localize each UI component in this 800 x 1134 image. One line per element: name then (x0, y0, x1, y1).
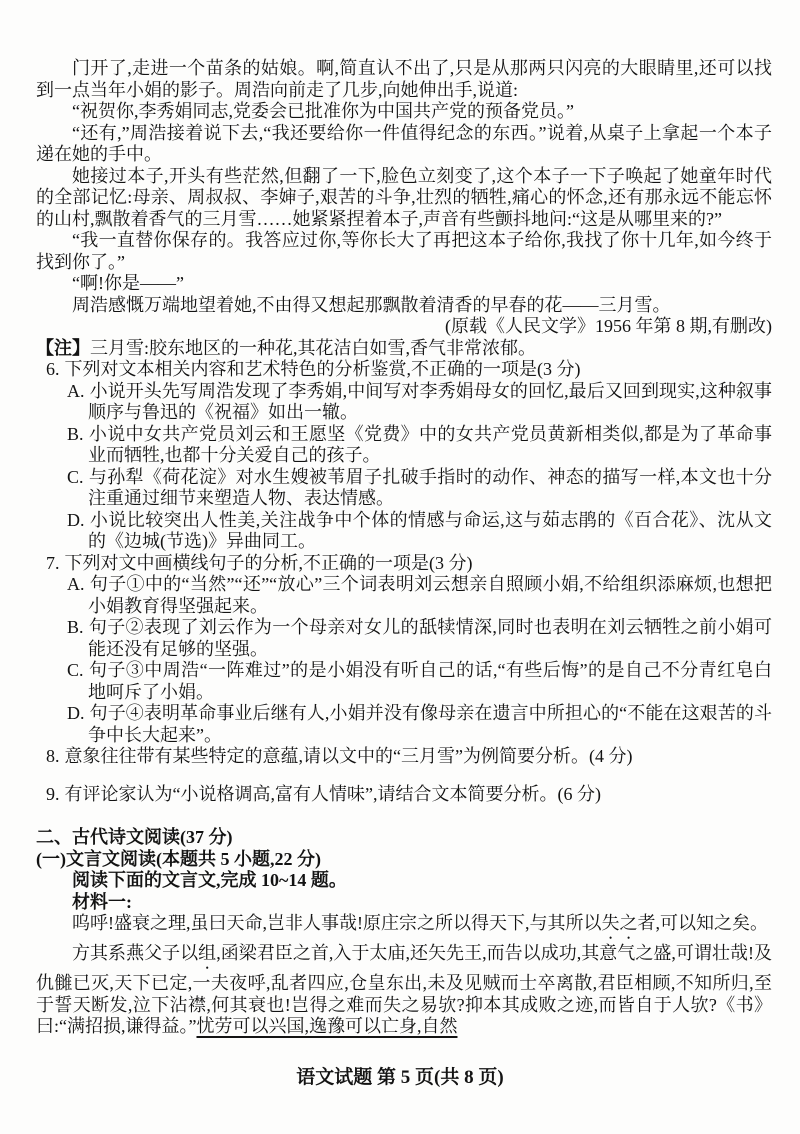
passage-paragraph: 门开了,走进一个苗条的姑娘。啊,简直认不出了,只是从那两只闪亮的大眼睛里,还可以找到一点当年小娟的影子。周浩向前走了几步,向她伸出手,说道: (36, 58, 772, 100)
option-label: B. (67, 617, 84, 637)
question-7-option-a (36, 574, 772, 617)
option-text: 句子②表现了刘云作为一个母亲对女儿的舐犊情深,同时也表明在刘云牺牲之前小娟可能还没有足够的坚强。 (88, 617, 772, 659)
passage-paragraph: “还有,”周浩接着说下去,“我还要给你一件值得纪念的东西。”说着,从桌子上拿起一个本子递在她的手中。 (36, 122, 772, 164)
page-footer: 语文试题 第 5 页(共 8 页) (296, 1066, 504, 1088)
reading-instruction: 阅读下面的文言文,完成 10~14 题。 (72, 870, 347, 890)
question-7-option-d (36, 703, 772, 746)
option-text: 小说中女共产党员刘云和王愿坚《党费》中的女共产党员黄新相类似,都是为了革命事业而牺牲,也都十分关爱自己的孩子。 (88, 423, 772, 465)
question-number: 9. (46, 783, 60, 804)
question-stem-text: 有评论家认为“小说格调高,富有人情味”,请结合文本简要分析。(6 分) (64, 783, 601, 804)
passage-paragraph: “我一直替你保存的。我答应过你,等你长大了再把这本子给你,我找了你十几年,如今终于找到你了。” (36, 230, 772, 272)
option-label: A. (67, 380, 85, 401)
question-6-option-d (36, 510, 772, 553)
classical-p2-text-mid: ,函梁君臣之首,入于太庙,还矢先王,而告以成功,其意气之盛,可谓壮哉!及仇雠已灭,天下已定,一夫夜呼,乱者四应,仓皇东出,未及见贼而士卒离散,君臣相顾,不知所归,至于誓天断发,泣下沾襟,何其衰也!岂得之难而失之易欤?抑本其成败之迹,而皆自于人欤?《书》曰:“满招损,谦得益。” (36, 943, 773, 1036)
option-text: 与孙犁《荷花淀》对水生嫂被苇眉子扎破手指时的动作、神态的描写一样,本文也十分注重通过细节来塑造人物、表达情感。 (88, 466, 772, 508)
passage-paragraph: “啊!你是——” (72, 273, 184, 293)
question-number: 7. (46, 552, 60, 573)
option-text: 小说开头先写周浩发现了李秀娟,中间写对李秀娟母女的回忆,最后又回到现实,这种叙事顺序与鲁迅的《祝福》如出一辙。 (88, 380, 772, 422)
question-7-stem (36, 553, 772, 575)
passage-source: (原载《人民文学》1956 年第 8 期,有删改) (445, 316, 772, 336)
passage-paragraph: “祝贺你,李秀娟同志,党委会已批准你为中国共产党的预备党员。” (72, 101, 574, 121)
option-label: D. (67, 703, 85, 723)
question-8-stem (36, 746, 772, 768)
classical-p2-text: 方其系燕父子以 (72, 943, 199, 963)
material-label: 材料一: (72, 891, 132, 912)
option-label: D. (67, 509, 85, 530)
question-6 (36, 359, 772, 553)
note-text: 三月雪:胶东地区的一种花,其花洁白如雪,香气非常浓郁。 (90, 337, 536, 358)
passage-paragraph: 周浩感慨万端地望着她,不由得又想起那飘散着清香的早春的花——三月雪。 (72, 294, 671, 315)
option-label: C. (67, 660, 84, 680)
question-9-stem (36, 784, 772, 806)
question-stem-text: 意象往往带有某些特定的意蕴,请以文中的“三月雪”为例简要分析。(4 分) (64, 746, 633, 766)
page-content (0, 58, 800, 1038)
question-stem-text: 下列对文中画横线句子的分析,不正确的一项是(3 分) (64, 552, 473, 573)
classical-paragraph-1 (36, 913, 772, 943)
classical-reading-section (36, 827, 772, 1038)
option-label: A. (67, 574, 85, 594)
section-heading: 二、古代诗文阅读(37 分) (36, 827, 233, 847)
question-6-option-c (36, 467, 772, 510)
question-number: 6. (46, 359, 60, 379)
classical-p1-text: 呜呼!盛衰之理,虽曰天命,岂非人事哉!原庄宗之所以得天下,与其所以 (72, 913, 602, 933)
option-text: 小说比较突出人性美,关注战争中个体的情感与命运,这与茹志鹃的《百合花》、沈从文的《边城(节选)》异曲同工。 (88, 509, 772, 551)
question-7 (36, 553, 772, 747)
question-number: 8. (46, 746, 60, 766)
question-6-option-a (36, 381, 772, 424)
question-6-option-b (36, 424, 772, 467)
question-7-option-b (36, 617, 772, 660)
classical-p1-text-end: 者,可以知之矣。 (637, 913, 768, 933)
passage-paragraph: 她接过本子,开头有些茫然,但翻了一下,脸色立刻变了,这个本子一下子唤起了她童年时代的全部记忆:母亲、周叔叔、李婶子,艰苦的斗争,壮烈的牺牲,痛心的怀念,还有那永远不能忘怀的山村,飘散着香气的三月雪……她紧紧捏着本子,声音有些颤抖地问:“这是从哪里来的?” (36, 165, 772, 229)
subsection-heading: (一)文言文阅读(本题共 5 小题,22 分) (36, 848, 321, 869)
classical-paragraph-2 (36, 943, 772, 1038)
classical-p2-dotted-text: 组 (198, 943, 217, 963)
passage-note (36, 338, 772, 360)
option-text: 句子③中周浩“一阵难过”的是小娟没有听自己的话,“有些后悔”的是自己不分青红皂白地呵斥了小娟。 (88, 660, 772, 702)
option-label: B. (67, 423, 84, 444)
note-label: 【注】 (36, 337, 90, 358)
reading-passage (36, 58, 772, 338)
question-stem-text: 下列对文本相关内容和艺术特色的分析鉴赏,不正确的一项是(3 分) (64, 359, 581, 379)
question-6-stem (36, 359, 772, 381)
option-label: C. (67, 466, 84, 487)
option-text: 句子④表明革命事业后继有人,小娟并没有像母亲在遗言中所担心的“不能在这艰苦的斗争中长大起来”。 (88, 703, 772, 745)
option-text: 句子①中的“当然”“还”“放心”三个词表明刘云想亲自照顾小娟,不给组织添麻烦,也想把小娟教育得坚强起来。 (88, 574, 772, 616)
classical-p2-underlined-text: 忧劳可以兴国,逸豫可以亡身,自然 (196, 1016, 458, 1036)
question-7-option-c (36, 660, 772, 703)
classical-p1-dotted-text: 失之 (601, 913, 638, 933)
